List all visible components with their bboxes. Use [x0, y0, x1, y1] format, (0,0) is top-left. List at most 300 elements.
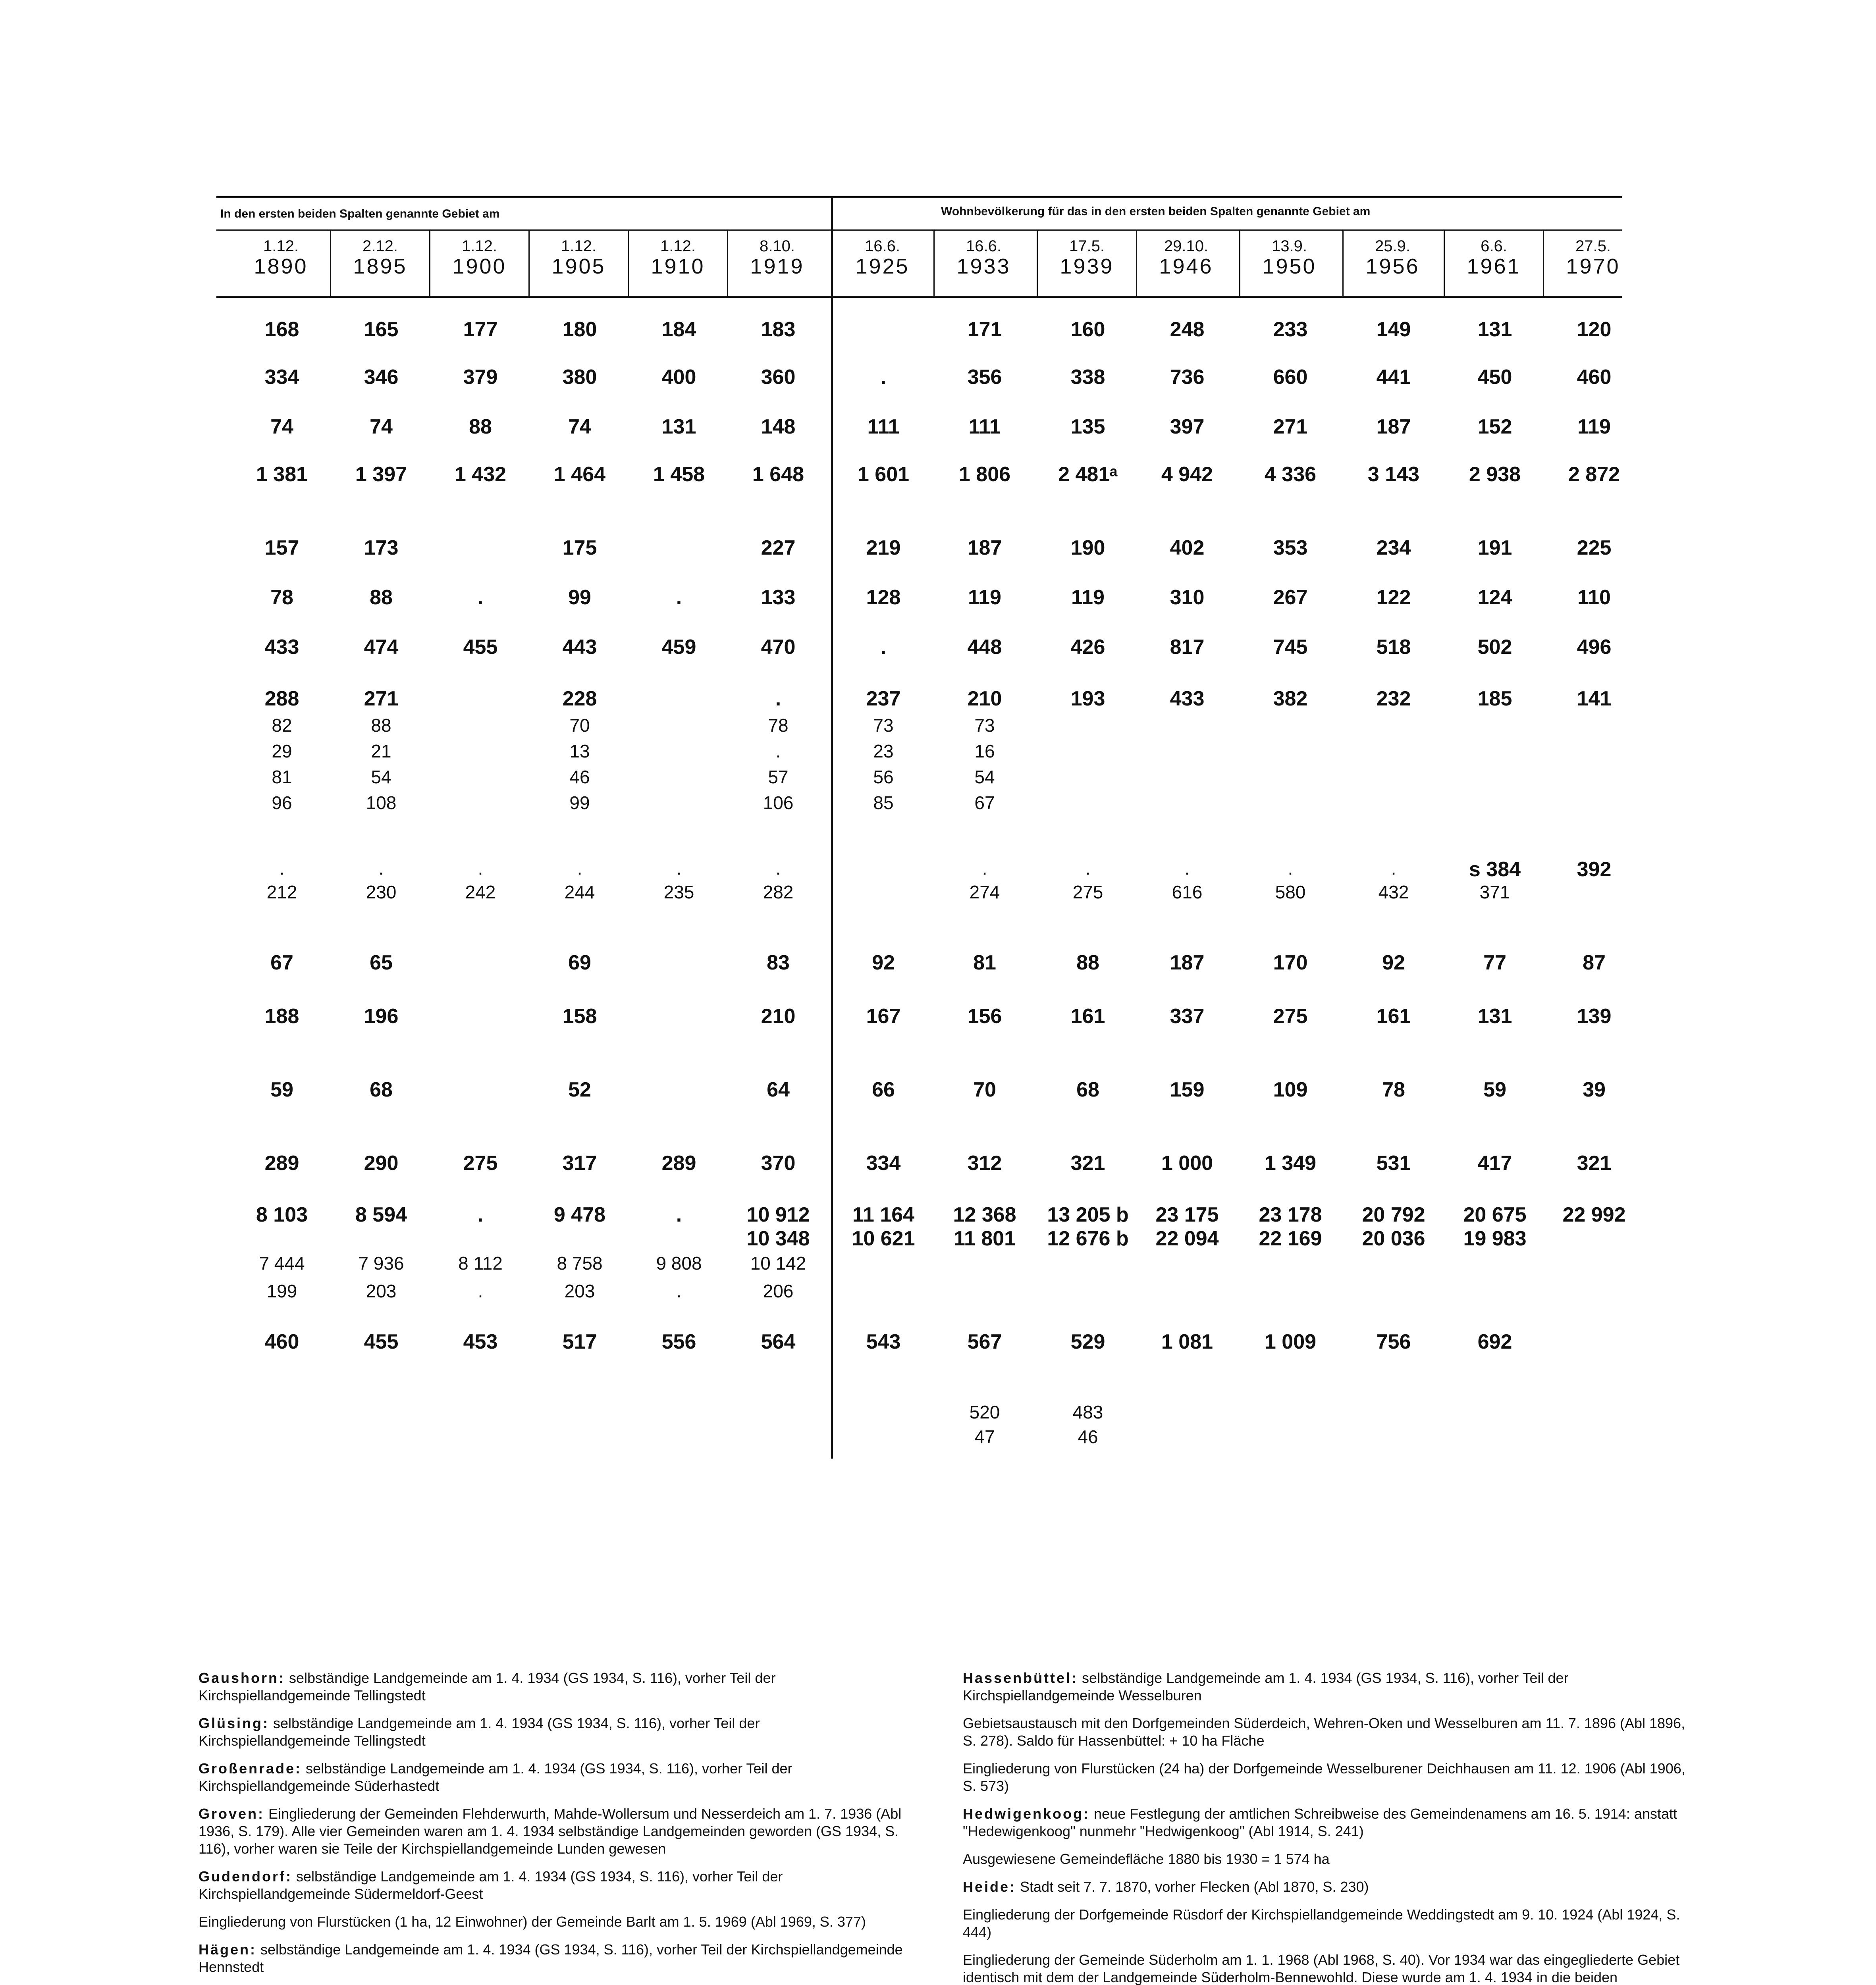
date-day: 17.5.: [1069, 237, 1105, 255]
table-cell: 190: [1070, 536, 1105, 559]
table-cell: 68: [1076, 1078, 1099, 1101]
table-cell: 173: [364, 536, 399, 559]
table-cell: 78: [270, 586, 293, 609]
footnote-keyword: Hassenbüttel:: [963, 1670, 1078, 1686]
table-cell: 131: [661, 415, 696, 438]
table-cell: 455: [364, 1330, 399, 1353]
table-cell: 159: [1170, 1078, 1205, 1101]
table-cell: 110: [1577, 586, 1611, 609]
table-cell: 1 009: [1264, 1330, 1317, 1353]
table-cell: 1 397: [355, 463, 407, 486]
table-cell: 233: [1273, 318, 1308, 341]
table-cell: 67: [270, 951, 293, 974]
footnote-text: selbständige Landgemeinde am 1. 4. 1934 (GS 1934, S. 116), vorher Teil der Kirchspiellandgemeinde Wesselburen: [963, 1670, 1569, 1704]
footnote-text: Ausgewiesene Gemeindefläche 1880 bis 1930 = 1 574 ha: [963, 1851, 1330, 1867]
table-cell: 736: [1170, 366, 1205, 389]
table-cell: 203: [564, 1281, 595, 1301]
table-cell: 225: [1577, 536, 1612, 559]
table-cell: 1 601: [857, 463, 910, 486]
footnote-keyword: Hägen:: [199, 1941, 257, 1958]
date-day: 1.12.: [462, 237, 497, 255]
table-cell: 337: [1170, 1005, 1205, 1028]
table-cell: 133: [761, 586, 796, 609]
table-cell: 817: [1170, 636, 1205, 659]
table-cell: 70: [569, 715, 590, 736]
footnote: [963, 1715, 1689, 1750]
date-header-cell: [935, 237, 1032, 278]
table-cell: 16: [974, 741, 995, 761]
table-cell: 199: [266, 1281, 297, 1301]
table-cell: 96: [272, 792, 292, 813]
notes-right: [963, 1669, 1689, 1985]
date-day: 2.12.: [362, 237, 398, 255]
table-cell: 23: [873, 741, 894, 761]
footnote: [199, 1760, 905, 1795]
table-cell: .: [775, 741, 781, 761]
table-cell: 13: [569, 741, 590, 761]
table-cell: 237: [866, 687, 901, 710]
footnote: [963, 1878, 1689, 1896]
table-cell: 29: [272, 741, 292, 761]
table-cell: 8 594: [355, 1203, 407, 1226]
table-cell: 271: [364, 687, 399, 710]
table-cell: 92: [872, 951, 895, 974]
table-cell: 22 992: [1562, 1203, 1626, 1226]
table-cell: 397: [1170, 415, 1205, 438]
footnote: [199, 1669, 905, 1704]
footnote: [963, 1760, 1689, 1795]
table-cell: 19 983: [1463, 1227, 1527, 1250]
table-cell: 426: [1070, 636, 1105, 659]
table-cell: 470: [761, 636, 796, 659]
footnote: [199, 1941, 905, 1976]
table-cell: 543: [866, 1330, 901, 1353]
table-cell: 185: [1477, 687, 1512, 710]
table-cell: 88: [370, 586, 393, 609]
table-cell: 459: [661, 636, 696, 659]
footnote-text: selbständige Landgemeinde am 1. 4. 1934 (GS 1934, S. 116), vorher Teil der Kirchspiellandgemeinde Hennstedt: [199, 1941, 903, 1975]
table-cell: 109: [1273, 1078, 1308, 1101]
date-day: 1.12.: [660, 237, 696, 255]
table-cell: 210: [967, 687, 1002, 710]
right-header-caption: Wohnbevölkerung für das in den ersten beiden Spalten genannte Gebiet am: [941, 205, 1371, 218]
table-cell: 282: [763, 882, 794, 902]
table-cell: 556: [661, 1330, 696, 1353]
table-cell: .: [478, 858, 483, 879]
table-cell: 157: [264, 536, 299, 559]
table-cell: 353: [1273, 536, 1308, 559]
table-cell: 756: [1376, 1330, 1411, 1353]
table-cell: 12 676 b: [1047, 1227, 1129, 1250]
table-cell: 152: [1477, 415, 1512, 438]
table-cell: 338: [1070, 366, 1105, 389]
table-cell: 4 336: [1264, 463, 1317, 486]
footnote-text: Eingliederung der Dorfgemeinde Rüsdorf der Kirchspiellandgemeinde Weddingstedt am 9. 10. 1924 (Abl 1924, S. 444): [963, 1906, 1680, 1940]
footnote: [199, 1715, 905, 1750]
date-year: 1895: [353, 254, 407, 278]
table-cell: 346: [364, 366, 399, 389]
table-cell: 124: [1477, 586, 1512, 609]
date-day: 8.10.: [760, 237, 795, 255]
table-cell: 160: [1070, 318, 1105, 341]
header-column-rule: [933, 230, 935, 297]
table-cell: 371: [1479, 882, 1510, 902]
date-day: 1.12.: [263, 237, 299, 255]
table-cell: 1 806: [958, 463, 1011, 486]
table-cell: 119: [1577, 415, 1611, 438]
table-cell: 70: [973, 1078, 996, 1101]
table-cell: 8 112: [458, 1253, 503, 1274]
table-cell: 87: [1583, 951, 1606, 974]
date-day: 25.9.: [1375, 237, 1410, 255]
table-cell: 20 036: [1362, 1227, 1425, 1250]
table-cell: 191: [1477, 536, 1512, 559]
table-cell: 73: [974, 715, 995, 736]
date-header-cell: [232, 237, 330, 278]
table-cell: 187: [1170, 951, 1205, 974]
table-cell: 88: [371, 715, 391, 736]
table-cell: 382: [1273, 687, 1308, 710]
table-cell: 69: [568, 951, 591, 974]
table-cell: 1 464: [553, 463, 606, 486]
date-header-cell: [1038, 237, 1136, 278]
table-cell: 244: [564, 882, 595, 902]
footnote-text: Eingliederung von Flurstücken (1 ha, 12 Einwohner) der Gemeinde Barlt am 1. 5. 1969 (Abl 1969, S. 377): [199, 1914, 866, 1930]
table-cell: 47: [974, 1426, 995, 1447]
table-cell: 580: [1275, 882, 1306, 902]
table-cell: 88: [469, 415, 492, 438]
table-cell: 22 094: [1155, 1227, 1219, 1250]
table-cell: 8 103: [256, 1203, 308, 1226]
table-cell: 168: [264, 318, 299, 341]
left-header-caption: In den ersten beiden Spalten genannte Gebiet am: [220, 207, 500, 220]
table-cell: 7 444: [259, 1253, 305, 1274]
table-cell: 289: [264, 1152, 299, 1175]
table-cell: .: [676, 586, 682, 609]
date-day: 6.6.: [1481, 237, 1507, 255]
date-year: 1900: [452, 254, 507, 278]
table-cell: 290: [364, 1152, 399, 1175]
table-cell: 9 478: [553, 1203, 606, 1226]
table-cell: 187: [1376, 415, 1411, 438]
table-cell: 78: [1382, 1078, 1405, 1101]
table-cell: 106: [763, 792, 794, 813]
table-cell: 334: [264, 366, 299, 389]
footnote-keyword: Gaushorn:: [199, 1670, 285, 1686]
table-cell: 67: [974, 792, 995, 813]
table-cell: 108: [366, 792, 397, 813]
table-cell: 12 368: [953, 1203, 1016, 1226]
table-cell: 83: [767, 951, 790, 974]
table-cell: 441: [1376, 366, 1411, 389]
table-cell: .: [676, 1203, 682, 1226]
table-cell: 59: [270, 1078, 293, 1101]
table-cell: 171: [967, 318, 1002, 341]
table-cell: 1 432: [454, 463, 507, 486]
table-cell: 52: [568, 1078, 591, 1101]
header-column-rule: [330, 230, 331, 297]
date-header-cell: [431, 237, 528, 278]
footnote-text: selbständige Landgemeinde am 1. 4. 1934 (GS 1934, S. 116), vorher Teil der Kirchspiellandgemeinde Südermeldorf-Geest: [199, 1868, 783, 1902]
date-header-cell: [1344, 237, 1441, 278]
date-year: 1905: [551, 254, 606, 278]
footnote-text: Stadt seit 7. 7. 1870, vorher Flecken (Abl 1870, S. 230): [1016, 1879, 1369, 1895]
date-header-cell: [1544, 237, 1642, 278]
header-column-rule: [528, 230, 530, 297]
date-day: 13.9.: [1272, 237, 1307, 255]
table-cell: 517: [562, 1330, 597, 1353]
table-cell: 2 481ᵃ: [1058, 463, 1118, 486]
table-cell: 122: [1376, 586, 1411, 609]
date-header-cell: [332, 237, 429, 278]
footnote-keyword: Groven:: [199, 1806, 265, 1822]
table-cell: 289: [661, 1152, 696, 1175]
table-cell: 1 349: [1264, 1152, 1317, 1175]
table-cell: .: [880, 636, 887, 659]
table-cell: 10 348: [746, 1227, 810, 1250]
table-cell: 460: [1577, 366, 1612, 389]
table-cell: 54: [371, 767, 391, 787]
table-cell: 402: [1170, 536, 1205, 559]
table-cell: 228: [562, 687, 597, 710]
table-cell: 1 081: [1161, 1330, 1213, 1353]
date-header-cell: [729, 237, 826, 278]
table-cell: 2 938: [1469, 463, 1521, 486]
table-cell: 564: [761, 1330, 796, 1353]
date-year: 1890: [254, 254, 308, 278]
table-cell: 46: [569, 767, 590, 787]
date-day: 27.5.: [1575, 237, 1611, 255]
table-cell: 99: [569, 792, 590, 813]
table-cell: 455: [463, 636, 498, 659]
table-cell: 267: [1273, 586, 1308, 609]
table-cell: 360: [761, 366, 796, 389]
table-cell: .: [477, 1203, 484, 1226]
footnote: [963, 1669, 1689, 1704]
table-cell: 271: [1273, 415, 1308, 438]
table-cell: 161: [1070, 1005, 1105, 1028]
table-cell: 77: [1483, 951, 1506, 974]
table-cell: 66: [872, 1078, 895, 1101]
footnote-keyword: Glüsing:: [199, 1715, 269, 1731]
table-cell: 275: [1273, 1005, 1308, 1028]
table-cell: 206: [763, 1281, 794, 1301]
header-column-rule: [727, 230, 728, 297]
table-cell: 321: [1070, 1152, 1105, 1175]
table-cell: 39: [1583, 1078, 1606, 1101]
table-cell: 3 143: [1367, 463, 1420, 486]
table-cell: 20 792: [1362, 1203, 1425, 1226]
header-bottom-rule: [216, 296, 1622, 298]
table-cell: 312: [967, 1152, 1002, 1175]
table-cell: 131: [1477, 1005, 1512, 1028]
date-header-cell: [1138, 237, 1235, 278]
table-cell: 65: [370, 951, 393, 974]
footnote-keyword: Gudendorf:: [199, 1868, 292, 1885]
table-cell: .: [378, 858, 384, 879]
table-cell: 745: [1273, 636, 1308, 659]
date-header-cell: [834, 237, 931, 278]
table-cell: .: [982, 858, 987, 879]
table-cell: 234: [1376, 536, 1411, 559]
footnote-text: neue Festlegung der amtlichen Schreibweise des Gemeindenamens am 16. 5. 1914: anstatt "Hedewigenkoog" nunmehr "Hedwigenkoog" (Abl 1914, S. 241): [963, 1806, 1677, 1839]
table-cell: 10 142: [750, 1253, 806, 1274]
table-cell: 184: [661, 318, 696, 341]
table-cell: 99: [568, 586, 591, 609]
table-cell: 183: [761, 318, 796, 341]
header-column-rule: [1444, 230, 1445, 297]
table-cell: 7 936: [358, 1253, 404, 1274]
header-rule: [216, 229, 1622, 231]
date-year: 1970: [1566, 254, 1620, 278]
table-cell: 119: [968, 586, 1001, 609]
table-cell: 450: [1477, 366, 1512, 389]
date-day: 16.6.: [966, 237, 1001, 255]
notes-left: [199, 1669, 905, 1985]
table-cell: 275: [1072, 882, 1103, 902]
table-cell: 119: [1071, 586, 1105, 609]
table-cell: 274: [969, 882, 1000, 902]
date-year: 1933: [956, 254, 1011, 278]
footnote-keyword: Heide:: [963, 1879, 1016, 1895]
table-cell: 518: [1376, 636, 1411, 659]
table-cell: 321: [1577, 1152, 1612, 1175]
date-header-cell: [629, 237, 727, 278]
table-cell: 379: [463, 366, 498, 389]
footnote-text: Eingliederung der Gemeinde Süderholm am 1. 1. 1968 (Abl 1968, S. 40). Vor 1934 war das eingegliederte Gebiet identisch mit dem der Landgemeinde Süderholm-Bennewohld. Diese wurde am 1. 4. 1934 in die beiden: [963, 1952, 1680, 1985]
date-day: 1.12.: [561, 237, 596, 255]
footnote-text: selbständige Landgemeinde am 1. 4. 1934 (GS 1934, S. 116), vorher Teil der Kirchspiellandgemeinde Süderhastedt: [199, 1760, 792, 1794]
table-cell: 148: [761, 415, 796, 438]
table-cell: 275: [463, 1152, 498, 1175]
table-cell: 660: [1273, 366, 1308, 389]
table-cell: 46: [1078, 1426, 1098, 1447]
table-cell: 210: [761, 1005, 796, 1028]
table-cell: 56: [873, 767, 894, 787]
header-column-rule: [1543, 230, 1544, 297]
date-day: 29.10.: [1164, 237, 1209, 255]
table-divider: [831, 196, 833, 1459]
table-cell: 616: [1172, 882, 1203, 902]
table-cell: 170: [1273, 951, 1308, 974]
footnote: [963, 1805, 1689, 1840]
table-cell: 230: [366, 882, 397, 902]
table-cell: 212: [266, 882, 297, 902]
footnote-text: Eingliederung von Flurstücken (24 ha) der Dorfgemeinde Wesselburener Deichhausen am 11. 12. 1906 (Abl 1906, S. 573): [963, 1760, 1685, 1794]
table-cell: 460: [264, 1330, 299, 1353]
footnote: [199, 1913, 905, 1931]
table-cell: 433: [1170, 687, 1205, 710]
table-cell: 242: [465, 882, 496, 902]
table-cell: 417: [1477, 1152, 1512, 1175]
table-cell: 9 808: [656, 1253, 702, 1274]
table-cell: 520: [969, 1402, 1000, 1422]
table-cell: 131: [1477, 318, 1512, 341]
date-year: 1925: [855, 254, 910, 278]
table-cell: 54: [974, 767, 995, 787]
footnote: [963, 1906, 1689, 1941]
table-cell: 78: [768, 715, 789, 736]
date-year: 1910: [651, 254, 705, 278]
footnote-keyword: Großenrade:: [199, 1760, 302, 1777]
table-cell: 227: [761, 536, 796, 559]
table-cell: 85: [873, 792, 894, 813]
table-cell: 23 175: [1155, 1203, 1219, 1226]
table-cell: 59: [1483, 1078, 1506, 1101]
date-year: 1956: [1365, 254, 1420, 278]
footnote-text: selbständige Landgemeinde am 1. 4. 1934 (GS 1934, S. 116), vorher Teil der Kirchspiellandgemeinde Tellingstedt: [199, 1715, 760, 1749]
table-cell: 432: [1378, 882, 1409, 902]
table-cell: 23 178: [1259, 1203, 1322, 1226]
table-cell: 128: [866, 586, 901, 609]
table-cell: 10 621: [852, 1227, 915, 1250]
table-cell: 219: [866, 536, 901, 559]
table-cell: 64: [767, 1078, 790, 1101]
table-cell: 433: [264, 636, 299, 659]
table-cell: 496: [1577, 636, 1612, 659]
table-cell: 10 912: [746, 1203, 810, 1226]
table-cell: .: [279, 858, 285, 879]
table-cell: 11 801: [953, 1227, 1016, 1250]
table-cell: 57: [768, 767, 789, 787]
table-cell: 356: [967, 366, 1002, 389]
footnote: [963, 1951, 1689, 1985]
table-cell: .: [1288, 858, 1293, 879]
date-header-cell: [1445, 237, 1542, 278]
table-cell: 141: [1577, 687, 1612, 710]
table-cell: 1 648: [752, 463, 804, 486]
table-cell: 11 164: [852, 1203, 915, 1226]
date-year: 1950: [1262, 254, 1317, 278]
table-cell: .: [1184, 858, 1190, 879]
table-cell: 443: [562, 636, 597, 659]
table-cell: .: [880, 366, 887, 389]
table-cell: 567: [967, 1330, 1002, 1353]
table-cell: 453: [463, 1330, 498, 1353]
table-cell: .: [577, 858, 582, 879]
table-cell: 165: [364, 318, 399, 341]
table-cell: 20 675: [1463, 1203, 1527, 1226]
table-cell: 161: [1376, 1005, 1411, 1028]
date-day: 16.6.: [865, 237, 900, 255]
footnote-text: selbständige Landgemeinde am 1. 4. 1934 (GS 1934, S. 116), vorher Teil der Kirchspiellandgemeinde Tellingstedt: [199, 1670, 776, 1704]
table-cell: 158: [562, 1005, 597, 1028]
table-top-rule: [216, 196, 1622, 198]
table-cell: 82: [272, 715, 292, 736]
table-cell: 135: [1070, 415, 1105, 438]
date-year: 1939: [1060, 254, 1114, 278]
table-cell: 529: [1070, 1330, 1105, 1353]
table-cell: 483: [1072, 1402, 1103, 1422]
table-cell: s 384: [1469, 858, 1521, 881]
table-cell: 334: [866, 1152, 901, 1175]
table-cell: 74: [270, 415, 293, 438]
table-cell: 81: [272, 767, 292, 787]
header-column-rule: [628, 230, 629, 297]
table-cell: .: [477, 586, 484, 609]
table-cell: 175: [562, 536, 597, 559]
table-cell: 156: [967, 1005, 1002, 1028]
table-cell: 248: [1170, 318, 1205, 341]
table-cell: 448: [967, 636, 1002, 659]
table-cell: 196: [364, 1005, 399, 1028]
table-cell: .: [478, 1281, 483, 1301]
table-cell: 177: [463, 318, 498, 341]
footnote: [963, 1850, 1689, 1868]
table-cell: 1 381: [256, 463, 308, 486]
table-cell: 474: [364, 636, 399, 659]
table-cell: 232: [1376, 687, 1411, 710]
